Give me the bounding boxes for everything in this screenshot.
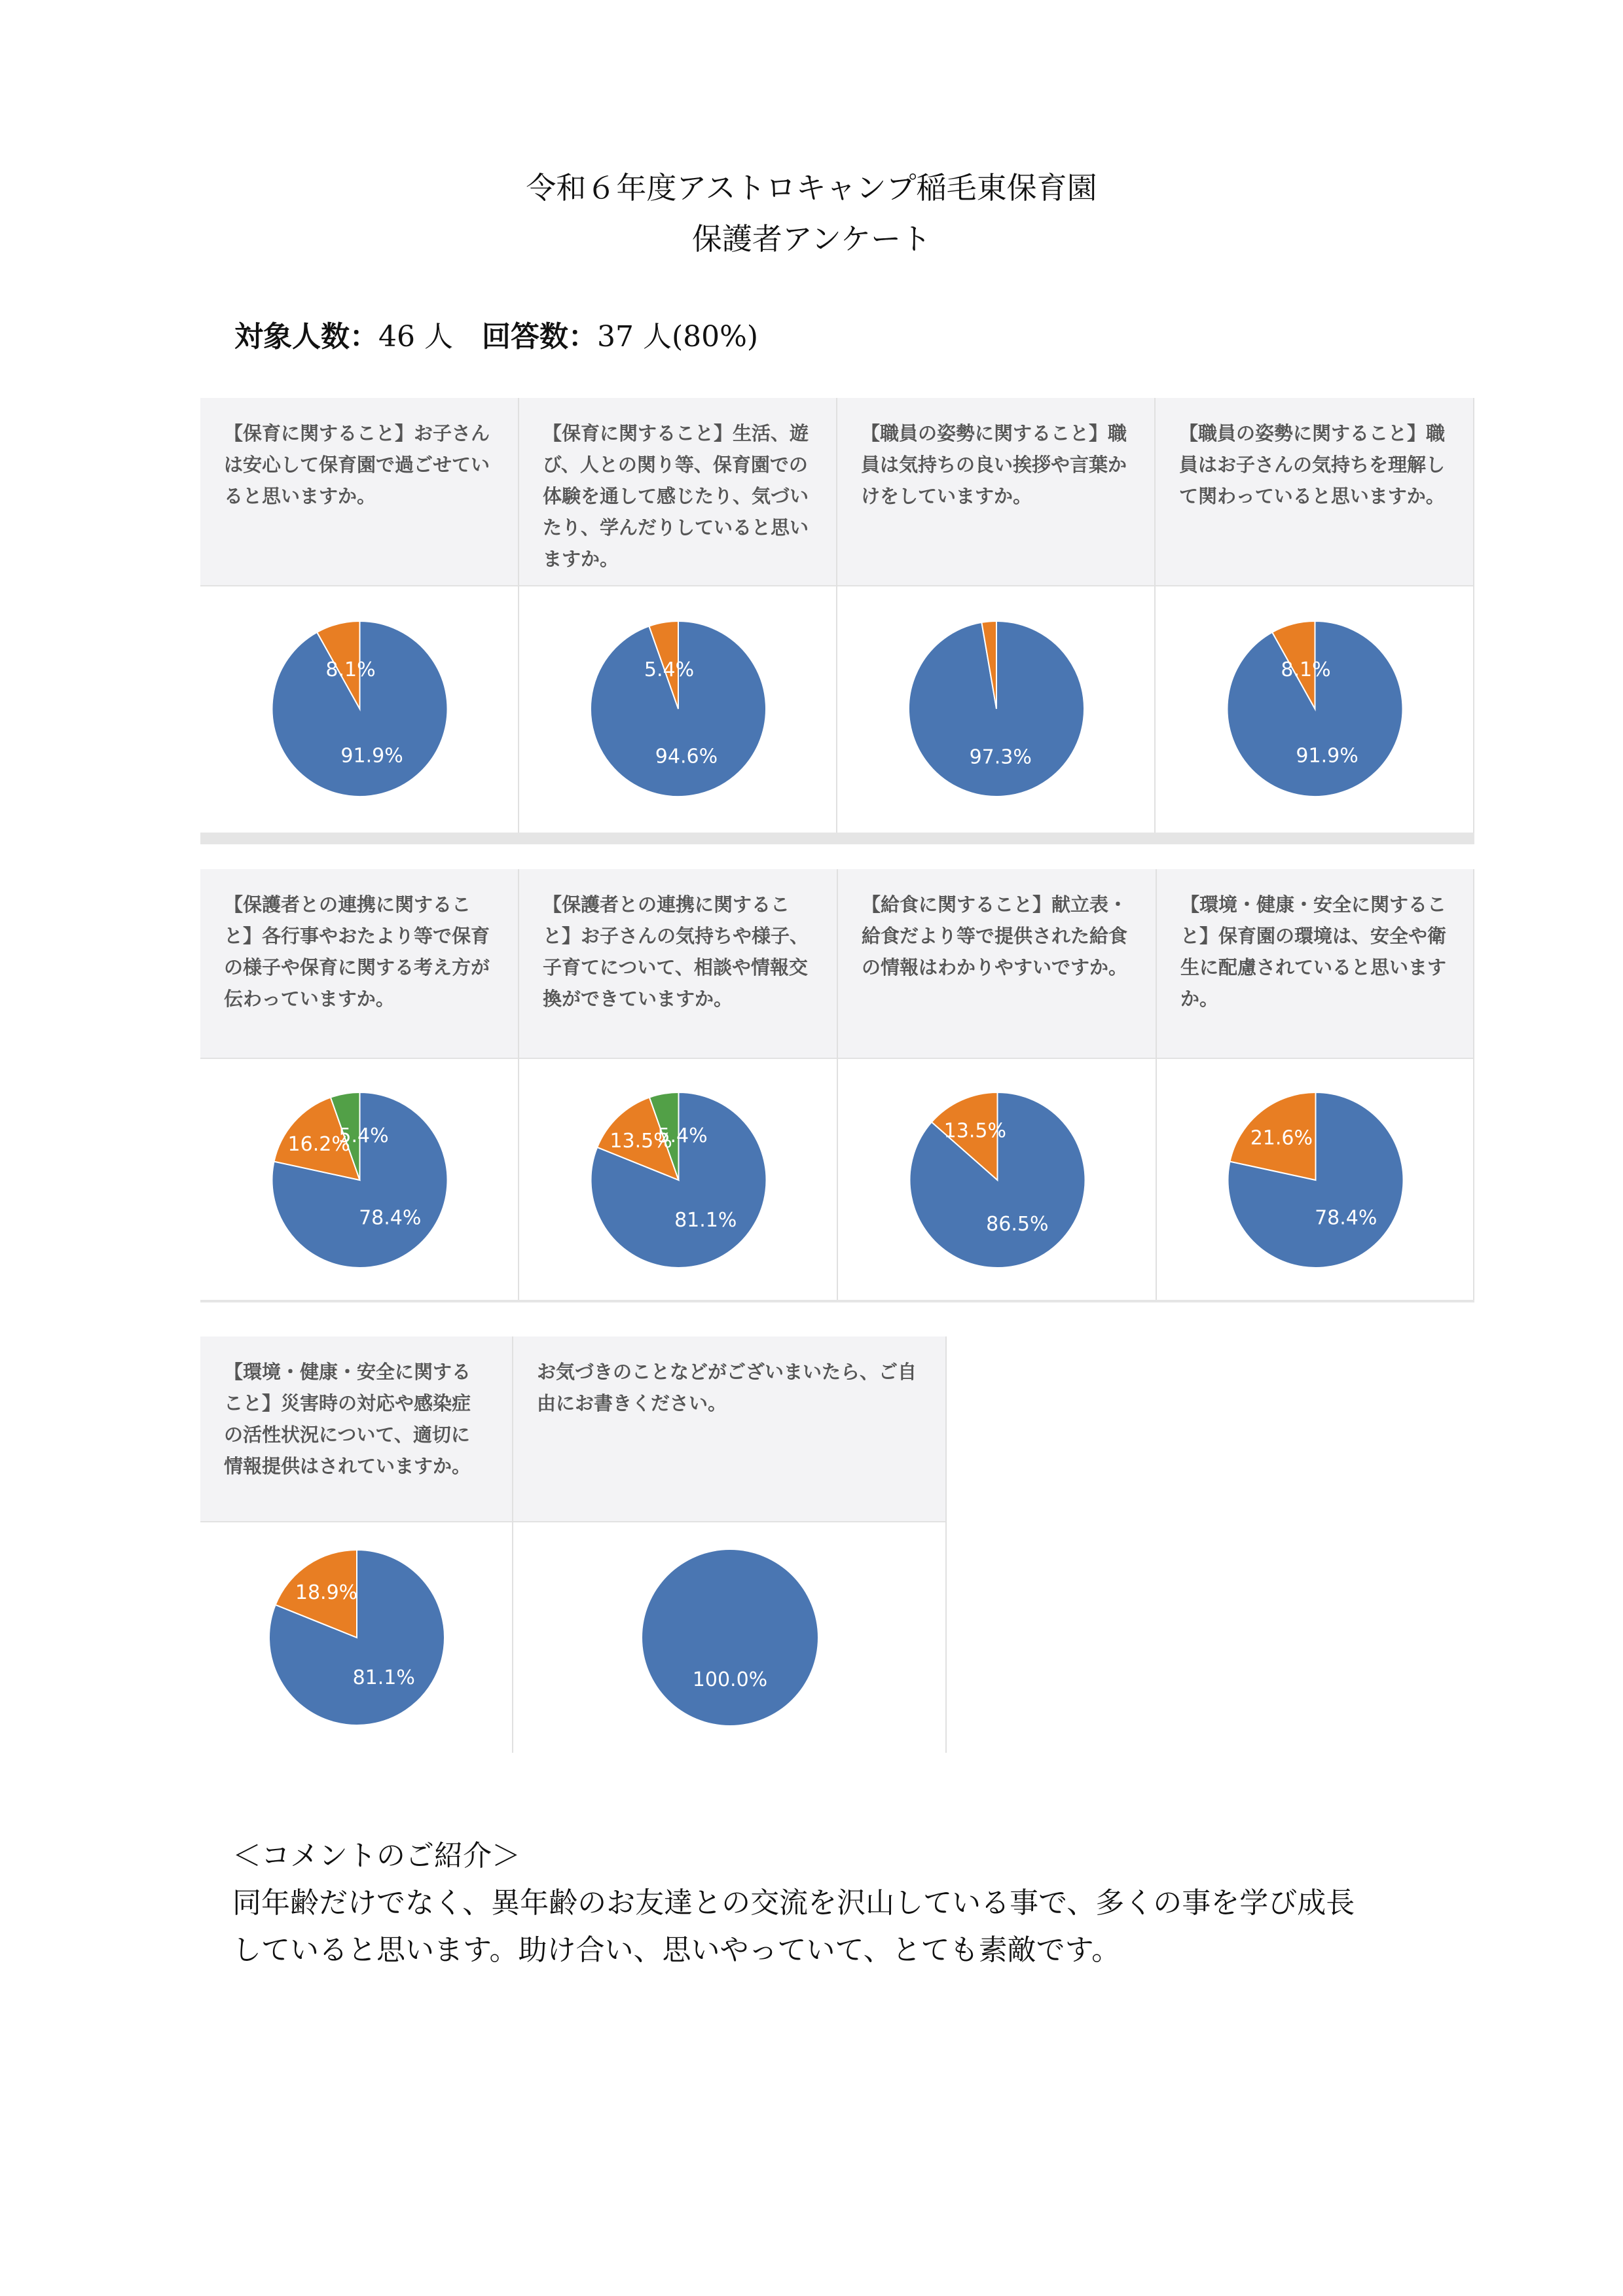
- chart-row-3: [200, 1336, 947, 1753]
- chart-cell-6: [519, 869, 838, 1301]
- pie-8-label-2: 21.6%: [1250, 1126, 1313, 1150]
- pie-10-slice-1: [642, 1550, 818, 1725]
- target-value: 46 人: [378, 320, 453, 353]
- chart-cell-9: [200, 1336, 513, 1753]
- pie-3-label-1: 97.3%: [969, 745, 1032, 769]
- pie-10-label-1: 100.0%: [692, 1668, 768, 1691]
- chart-question-9: 【環境・健康・安全に関すること】災害時の対応や感染症の活性状況について、適切に情報提供はされていますか。: [200, 1336, 512, 1522]
- pie-5-label-1: 78.4%: [359, 1206, 422, 1230]
- pie-chart-9: [200, 1522, 513, 1753]
- chart-question-8: 【環境・健康・安全に関すること】保育園の環境は、安全や衛生に配慮されていると思いますか。: [1157, 869, 1473, 1059]
- pie-6-label-1: 81.1%: [674, 1209, 737, 1232]
- target-label: 対象人数：: [234, 320, 378, 353]
- pie-chart-6: [519, 1059, 838, 1301]
- pie-chart-1: [200, 586, 519, 831]
- pie-8-label-1: 78.4%: [1315, 1206, 1377, 1230]
- pie-5-label-3: 5.4%: [338, 1124, 389, 1147]
- chart-cell-1: [200, 398, 519, 833]
- pie-chart-4: [1156, 586, 1474, 831]
- chart-question-6: 【保護者との連携に関すること】お子さんの気持ちや様子、子育てについて、相談や情報交換ができていますか。: [519, 869, 837, 1059]
- comment-section: [232, 1833, 1476, 1974]
- pie-chart-10: [513, 1522, 947, 1753]
- pie-chart-5: [200, 1059, 519, 1301]
- chart-cell-10: [513, 1336, 947, 1753]
- pie-7-label-2: 13.5%: [943, 1119, 1006, 1143]
- pie-2-label-1: 94.6%: [655, 745, 718, 768]
- chart-cell-4: [1156, 398, 1474, 833]
- row-divider-2: [200, 1300, 1474, 1302]
- comment-heading: ＜コメントのご紹介＞: [232, 1839, 520, 1873]
- chart-question-2: 【保育に関すること】生活、遊び、人との関り等、保育園での体験を通して感じたり、気づいたり、学んだりしていると思いますか。: [519, 398, 836, 586]
- pie-chart-8: [1157, 1059, 1474, 1301]
- chart-cell-8: [1157, 869, 1474, 1301]
- answer-value: 37 人(80%): [596, 320, 759, 353]
- page-title-line1: 令和６年度アストロキャンプ稲毛東保育園: [526, 170, 1097, 206]
- chart-row-2: [200, 869, 1474, 1301]
- row-divider-1: [200, 833, 1474, 844]
- chart-cell-7: [838, 869, 1157, 1301]
- chart-question-5: 【保護者との連携に関すること】各行事やおたより等で保育の様子や保育に関する考え方が伝わっていますか。: [200, 869, 518, 1059]
- pie-7-label-1: 86.5%: [986, 1213, 1049, 1236]
- comment-line-1: 同年齢だけでなく、異年齢のお友達との交流を沢山している事で、多くの事を学び成長: [232, 1886, 1355, 1920]
- chart-cell-2: [519, 398, 837, 833]
- survey-counts: [234, 313, 758, 355]
- chart-cell-5: [200, 869, 519, 1301]
- pie-chart-7: [838, 1059, 1157, 1301]
- chart-question-7: 【給食に関すること】献立表・給食だより等で提供された給食の情報はわかりやすいですか。: [838, 869, 1156, 1059]
- pie-4-label-2: 8.1%: [1281, 658, 1331, 681]
- pie-5-label-2: 16.2%: [287, 1133, 350, 1157]
- chart-question-1: 【保育に関すること】お子さんは安心して保育園で過ごせていると思いますか。: [200, 398, 518, 586]
- pie-1-label-2: 8.1%: [325, 658, 376, 681]
- chart-question-4: 【職員の姿勢に関すること】職員はお子さんの気持ちを理解して関わっていると思いますか。: [1156, 398, 1473, 586]
- pie-9-label-1: 81.1%: [352, 1666, 415, 1690]
- chart-cell-3: [837, 398, 1156, 833]
- chart-question-10: お気づきのことなどがございまいたら、ご自由にお書きください。: [513, 1336, 945, 1522]
- pie-2-label-2: 5.4%: [644, 658, 695, 681]
- pie-1-label-1: 91.9%: [340, 744, 403, 768]
- chart-question-3: 【職員の姿勢に関すること】職員は気持ちの良い挨拶や言葉かけをしていますか。: [837, 398, 1154, 586]
- answer-label: 回答数：: [481, 320, 597, 353]
- pie-6-label-3: 5.4%: [657, 1124, 708, 1147]
- pie-4-label-1: 91.9%: [1296, 744, 1359, 768]
- chart-row-1: [200, 398, 1474, 838]
- pie-chart-2: [519, 586, 837, 831]
- page-title: [0, 162, 1623, 264]
- page-title-line2: 保護者アンケート: [691, 221, 932, 257]
- pie-6-label-2: 13.5%: [610, 1129, 672, 1153]
- pie-9-label-2: 18.9%: [295, 1581, 358, 1605]
- comment-line-2: していると思います。助け合い、思いやっていて、とても素敵です。: [232, 1933, 1121, 1967]
- pie-chart-3: [837, 586, 1156, 831]
